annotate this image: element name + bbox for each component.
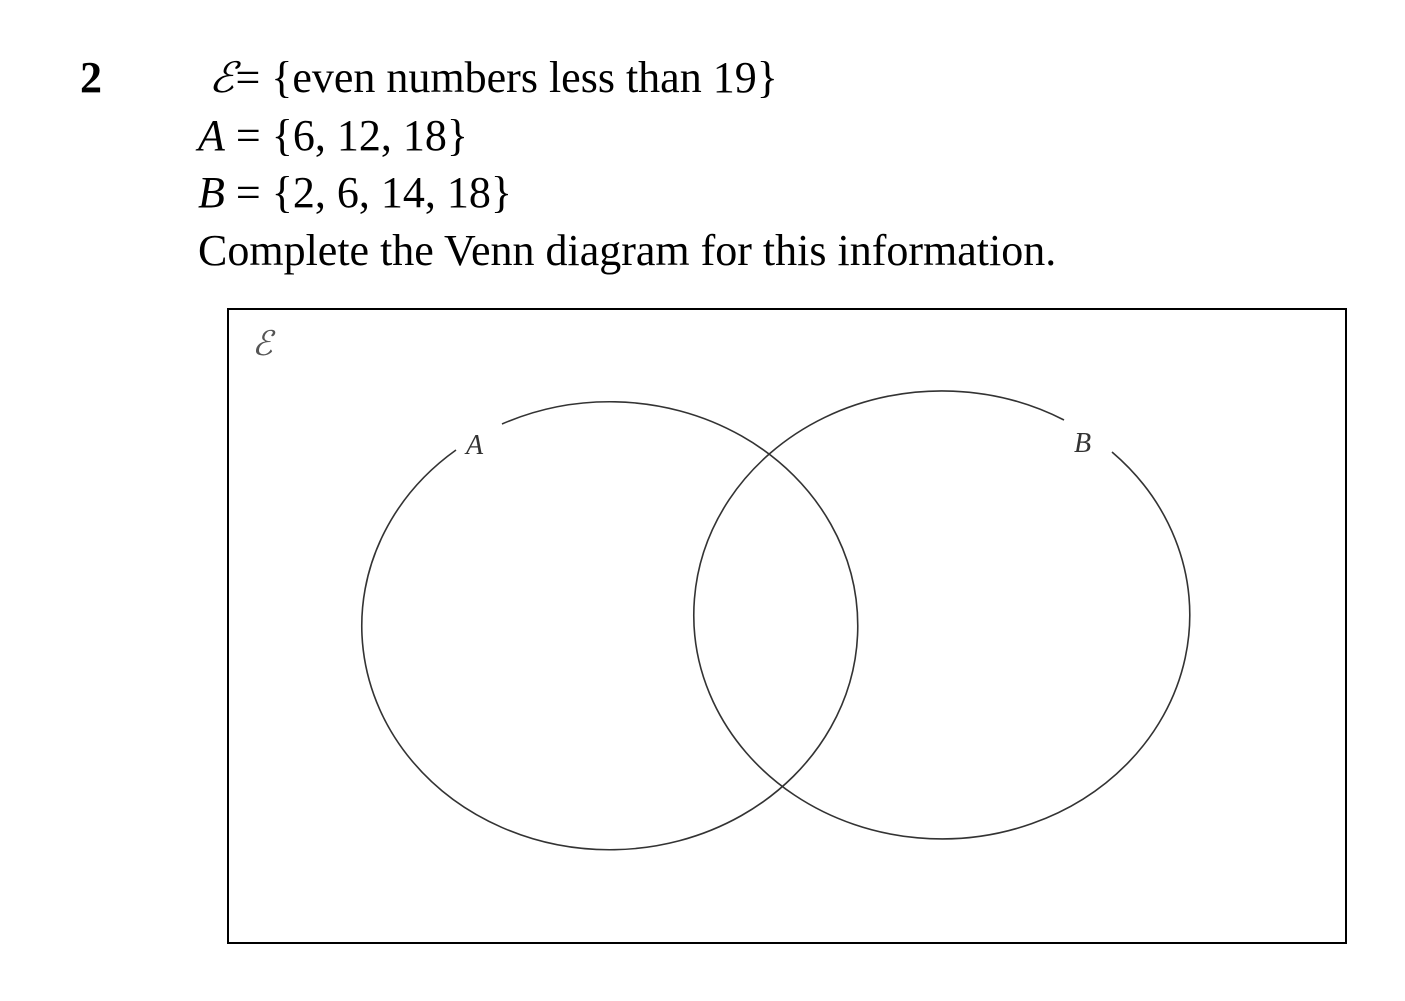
universal-set-diagram-label: ℰ: [252, 326, 273, 363]
set-a-definition: = {6, 12, 18}: [224, 111, 468, 160]
set-b-definition: = {2, 6, 14, 18}: [224, 168, 512, 217]
instruction-text: Complete the Venn diagram for this information.: [198, 226, 1057, 275]
question-number: 2: [80, 53, 102, 102]
set-b-name: B: [198, 168, 225, 217]
universal-set-box: [228, 309, 1346, 943]
circle-b: [694, 391, 1190, 839]
universal-set-symbol: ℰ: [206, 53, 239, 102]
circle-a-label: A: [466, 430, 484, 461]
circle-a: [362, 402, 858, 850]
set-a-name: A: [198, 111, 225, 160]
universal-set-definition: = {even numbers less than 19}: [235, 53, 778, 102]
circle-b-label: B: [1074, 428, 1092, 459]
